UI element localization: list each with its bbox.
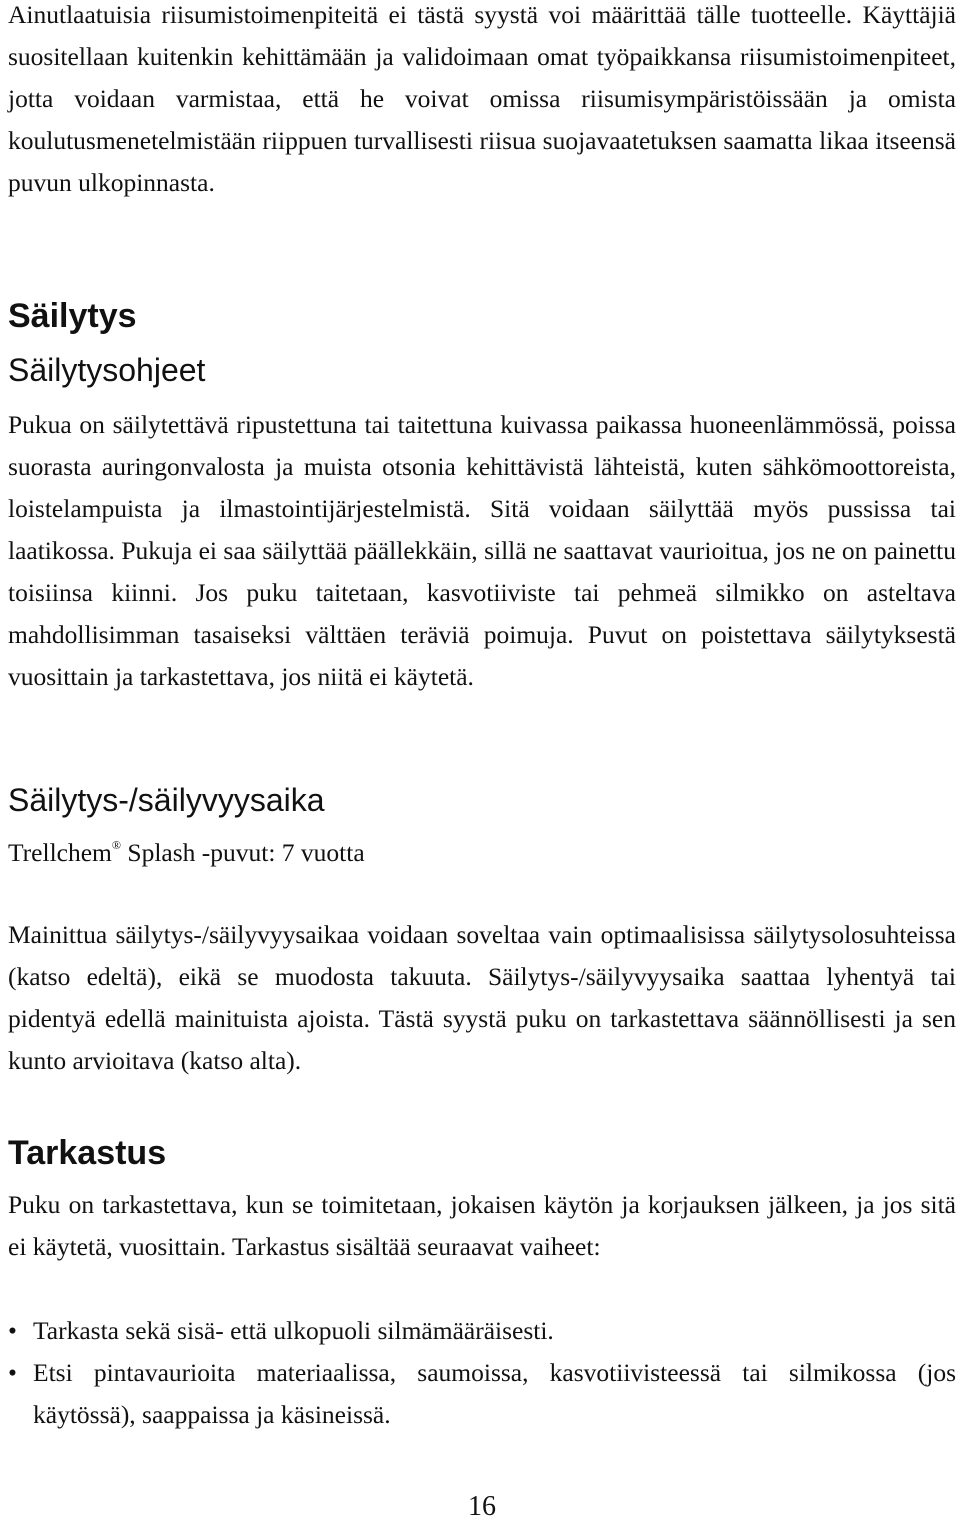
intro-paragraph: Ainutlaatuisia riisumistoimenpiteitä ei tästä syystä voi määrittää tälle tuotteelle. Käyttäjiä suositellaan kuitenkin kehittämään ja validoimaan omat työpaikkansa riisumistoimenpiteet, jotta voidaan varmistaa, että he voivat omissa riisumisympäristöissään ja omista koulutusmenetelmistään riippuen turvallisesti riisua suojavaatetuksen saamatta likaa itseensä puvun ulkopinnasta.	[8, 0, 956, 197]
bullet-icon: •	[8, 1316, 17, 1345]
bullet-text: Tarkasta sekä sisä- että ulkopuoli silmämääräisesti.	[33, 1316, 554, 1345]
inspection-bullet-list	[8, 1310, 956, 1436]
page-number: 16	[468, 1491, 496, 1522]
bullet-text: Etsi pintavaurioita materiaalissa, saumoissa, kasvotiivisteessä tai silmikossa (jos käytössä), saappaissa ja käsineissä.	[33, 1358, 956, 1429]
list-item	[8, 1352, 956, 1436]
storage-instructions-text: Pukua on säilytettävä ripustettuna tai taitettuna kuivassa paikassa huoneenlämmössä, poissa suorasta auringonvalosta ja muista otsonia kehittävistä lähteistä, kuten sähkömoottoreista, loistelampuista ja ilmastointijärjestelmistä. Sitä voidaan säilyttää myös pussissa tai laatikossa. Pukuja ei saa säilyttää päällekkäin, sillä ne saattavat vaurioitua, jos ne on painettu toisiinsa kiinni. Jos puku taitetaan, kasvotiiviste tai pehmeä silmikko on asteltava mahdollisimman tasaiseksi välttäen teräviä poimuja. Puvut on poistettava säilytyksestä vuosittain ja tarkastettava, jos niitä ei käytetä.	[8, 410, 956, 691]
shelf-life-brand: Trellchem	[8, 838, 112, 867]
inspection-text: Puku on tarkastettava, kun se toimitetaan, jokaisen käytön ja korjauksen jälkeen, ja jos sitä ei käytetä, vuosittain. Tarkastus sisältää seuraavat vaiheet:	[8, 1190, 956, 1261]
shelf-life-text: Mainittua säilytys-/säilyvyysaikaa voidaan soveltaa vain optimaalisissa säilytysolosuhteissa (katso edeltä), eikä se muodosta takuuta. Säilytys-/säilyvyysaika saattaa lyhentyä tai pidentyä edellä mainituista ajoista. Tästä syystä puku on tarkastettava säännöllisesti ja sen kunto arvioitava (katso alta).	[8, 920, 956, 1075]
storage-heading: Säilytys	[8, 297, 137, 335]
shelf-life-heading: Säilytys-/säilyvyysaika	[8, 782, 325, 818]
bullet-icon: •	[8, 1358, 17, 1387]
shelf-life-value: Splash -puvut: 7 vuotta	[121, 838, 365, 867]
registered-mark: ®	[111, 838, 122, 852]
document-page	[8, 0, 956, 1526]
inspection-heading: Tarkastus	[8, 1134, 167, 1172]
list-item	[8, 1310, 956, 1352]
storage-instructions-heading: Säilytysohjeet	[8, 352, 206, 388]
shelf-life-line	[8, 832, 956, 874]
